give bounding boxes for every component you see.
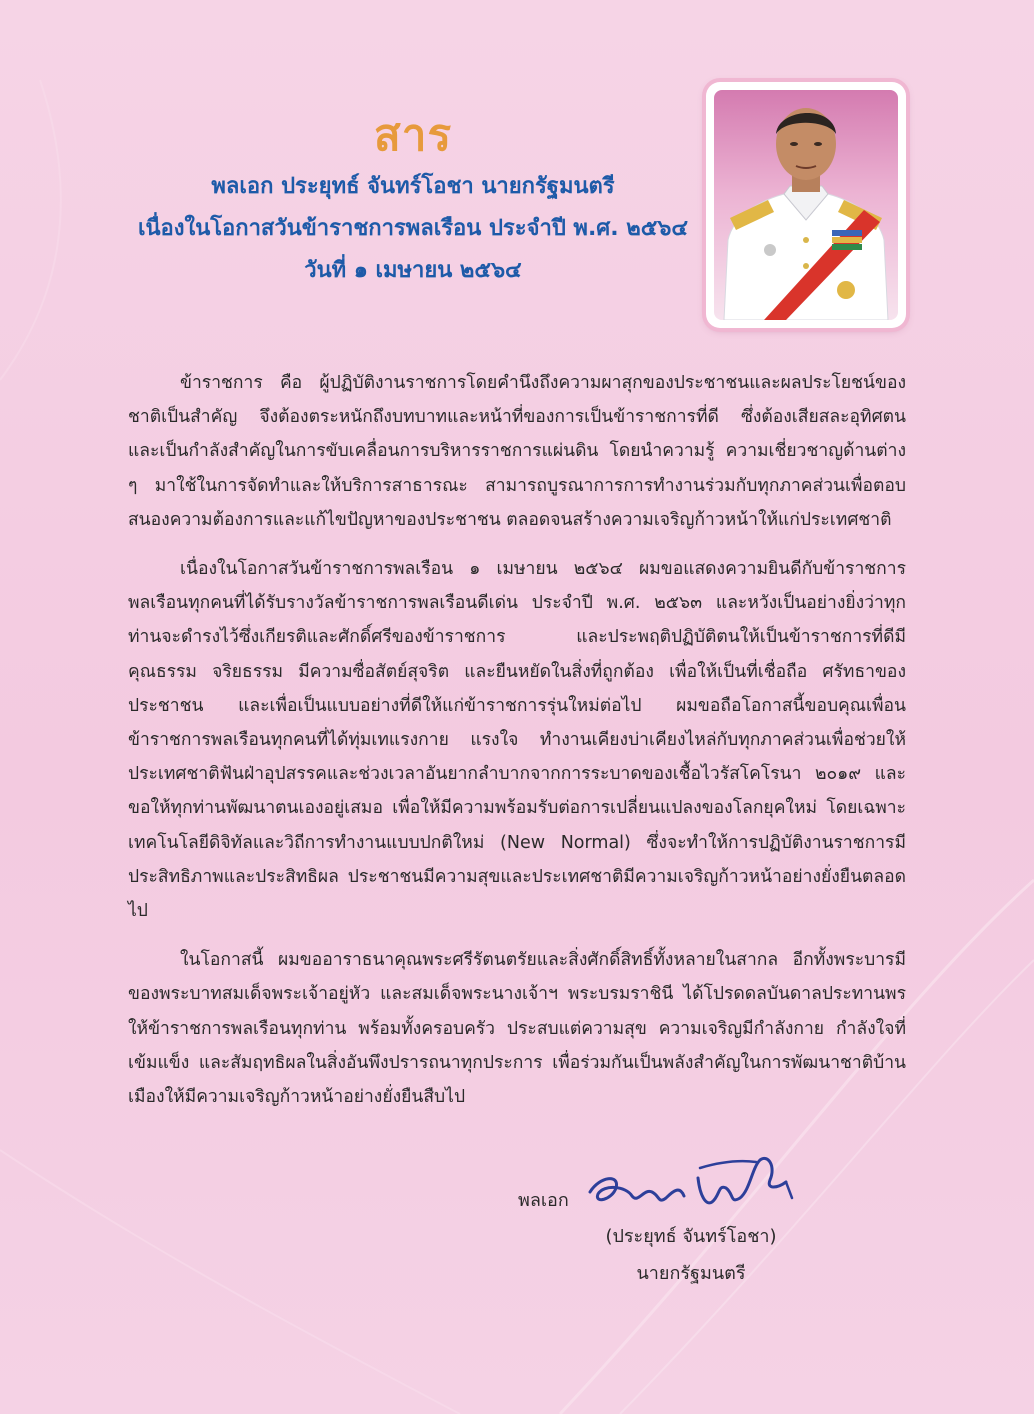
heading-line-occasion: เนื่องในโอกาสวันข้าราชการพลเรือน ประจำปี พ.ศ. ๒๕๖๔ <box>137 216 689 241</box>
signature-rank: พลเอก <box>518 1190 569 1211</box>
signature-position: นายกรัฐมนตรี <box>636 1263 746 1284</box>
signature-name: (ประยุทธ์ จันทร์โอชา) <box>605 1226 777 1247</box>
letter-body <box>128 366 906 1129</box>
portrait-figure <box>714 90 898 320</box>
body-paragraph-2: เนื่องในโอกาสวันข้าราชการพลเรือน ๑ เมษายน ๒๕๖๔ ผมขอแสดงความยินดีกับข้าราชการพลเรือนทุกคนที่ได้รับรางวัลข้าราชการพลเรือนดีเด่น ประจำปี พ.ศ. ๒๕๖๓ และหวังเป็นอย่างยิ่งว่าทุกท่านจะดำรงไว้ซึ่งเกียรติและศักดิ์ศรีของข้าราชการ และประพฤติปฏิบัติตนให้เป็นข้าราชการที่ดีมีคุณธรรม จริยธรรม มีความซื่อสัตย์สุจริต และยืนหยัดในสิ่งที่ถูกต้อง เพื่อให้เป็นที่เชื่อถือ ศรัทธาของประชาชน และเพื่อเป็นแบบอย่างที่ดีให้แก่ข้าราชการรุ่นใหม่ต่อไป ผมขอถือโอกาสนี้ขอบคุณเพื่อนข้าราชการพลเรือนทุกคนที่ได้ทุ่มเทแรงกาย แรงใจ ทำงานเคียงบ่าเคียงไหล่กับทุกภาคส่วนเพื่อช่วยให้ประเทศชาติฟันฝ่าอุปสรรคและช่วงเวลาอันยากลำบากจากการระบาดของเชื้อไวรัสโคโรนา ๒๐๑๙ และขอให้ทุกท่านพัฒนาตนเองอยู่เสมอ เพื่อให้มีความพร้อมรับต่อการเปลี่ยนแปลงของโลกยุคใหม่ โดยเฉพาะเทคโนโลยีดิจิทัลและวิถีการทำงานแบบปกติใหม่ (New Normal) ซึ่งจะทำให้การปฏิบัติงานราชการมีประสิทธิภาพและประสิทธิผล ประชาชนมีความสุขและประเทศชาติมีความเจริญก้าวหน้าอย่างยั่งยืนตลอดไป <box>128 559 906 922</box>
body-paragraph-3: ในโอกาสนี้ ผมขออาราธนาคุณพระศรีรัตนตรัยและสิ่งศักดิ์สิทธิ์ทั้งหลายในสากล อีกทั้งพระบารมีของพระบาทสมเด็จพระเจ้าอยู่หัว และสมเด็จพระนางเจ้าฯ พระบรมราชินี ได้โปรดดลบันดาลประทานพรให้ข้าราชการพลเรือนทุกท่าน พร้อมทั้งครอบครัว ประสบแต่ความสุข ความเจริญมีกำลังกาย กำลังใจที่เข้มแข็ง และสัมฤทธิผลในสิ่งอันพึงปรารถนาทุกประการ เพื่อร่วมกันเป็นพลังสำคัญในการพัฒนาชาติบ้านเมืองให้มีความเจริญก้าวหน้าอย่างยั่งยืนสืบไป <box>128 950 906 1108</box>
heading-line-date: วันที่ ๑ เมษายน ๒๕๖๔ <box>304 258 522 283</box>
page-title: สาร <box>373 110 453 161</box>
body-paragraph-1: ข้าราชการ คือ ผู้ปฏิบัติงานราชการโดยคำนึงถึงความผาสุกของประชาชนและผลประโยชน์ของชาติเป็นสำคัญ จึงต้องตระหนักถึงบทบาทและหน้าที่ของการเป็นข้าราชการที่ดี ซึ่งต้องเสียสละอุทิศตน และเป็นกำลังสำคัญในการขับเคลื่อนการบริหารราชการแผ่นดิน โดยนำความรู้ ความเชี่ยวชาญด้านต่าง ๆ มาใช้ในการจัดทำและให้บริการสาธารณะ สามารถบูรณาการการทำงานร่วมกับทุกภาคส่วนเพื่อตอบสนองความต้องการและแก้ไขปัญหาของประชาชน ตลอดจนสร้างความเจริญก้าวหน้าให้แก่ประเทศชาติ <box>128 373 906 530</box>
heading-line-author: พลเอก ประยุทธ์ จันทร์โอชา นายกรัฐมนตรี <box>211 174 615 199</box>
handwritten-signature <box>580 1148 810 1226</box>
portrait-photo <box>706 82 906 328</box>
